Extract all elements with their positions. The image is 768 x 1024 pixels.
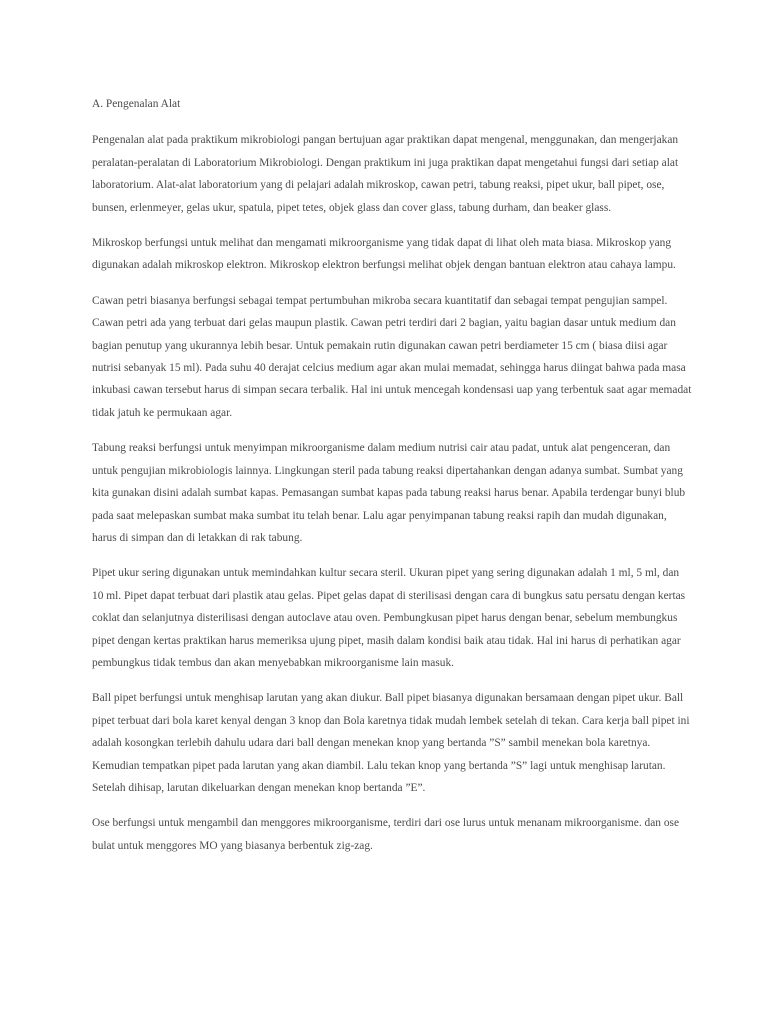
paragraph-introduction: Pengenalan alat pada praktikum mikrobiologi pangan bertujuan agar praktikan dapat mengenal, menggunakan, dan mengerjakan peralatan-peralatan di Laboratorium Mikrobiologi. Dengan praktikum ini juga praktikan dapat mengetahui fungsi dari setiap alat laboratorium. Alat-alat laboratorium yang di pelajari adalah mikroskop, cawan petri, tabung reaksi, pipet ukur, ball pipet, ose, bunsen, erlenmeyer, gelas ukur, spatula, pipet tetes, objek glass dan cover glass, tabung durham, dan beaker glass. [92,134,679,214]
paragraph-ball-pipet: Ball pipet berfungsi untuk menghisap larutan yang akan diukur. Ball pipet biasanya digunakan bersamaan dengan pipet ukur. Ball pipet terbuat dari bola karet kenyal dengan 3 knop dan Bola karetnya tidak mudah lembek setelah di tekan. Cara kerja ball pipet ini adalah kosongkan terlebih dahulu udara dari ball dengan menekan knop yang bertanda ”S” sambil menekan bola karetnya. Kemudian tempatkan pipet pada larutan yang akan diambil. Lalu tekan knop yang bertanda ”S” lagi untuk menghisap larutan. Setelah dihisap, larutan dikeluarkan dengan menekan knop bertanda ”E”. [92,692,690,794]
paragraph-cawan-petri: Cawan petri biasanya berfungsi sebagai tempat pertumbuhan mikroba secara kuantitatif dan sebagai tempat pengujian sampel. Cawan petri ada yang terbuat dari gelas maupun plastik. Cawan petri terdiri dari 2 bagian, yaitu bagian dasar untuk medium dan bagian penutup yang ukurannya lebih besar. Untuk pemakain rutin digunakan cawan petri berdiameter 15 cm ( biasa diisi agar nutrisi sebanyak 15 ml). Pada suhu 40 derajat celcius medium agar akan mulai memadat, sehingga harus diingat bahwa pada masa inkubasi cawan tersebut harus di simpan secara terbalik. Hal ini untuk mencegah kondensasi uap yang terbentuk saat agar memadat tidak jatuh ke permukaan agar. [92,294,692,419]
section-heading: A. Pengenalan Alat [92,98,181,110]
paragraph-pipet-ukur: Pipet ukur sering digunakan untuk memindahkan kultur secara steril. Ukuran pipet yang sering digunakan adalah 1 ml, 5 ml, dan 10 ml. Pipet dapat terbuat dari plastik atau gelas. Pipet gelas dapat di sterilisasi dengan cara di bungkus satu persatu dengan kertas coklat dan selanjutnya disterilisasi dengan autoclave atau oven. Pembungkusan pipet harus dengan benar, sebelum membungkus pipet dengan kertas praktikan harus memeriksa ujung pipet, masih dalam kondisi baik atau tidak. Hal ini harus di perhatikan agar pembungkus tidak tembus dan akan menyebabkan mikroorganisme lain masuk. [92,567,686,669]
document-body [92,93,692,870]
paragraph-tabung-reaksi: Tabung reaksi berfungsi untuk menyimpan mikroorganisme dalam medium nutrisi cair atau padat, untuk alat pengenceran, dan untuk pengujian mikrobiologis lainnya. Lingkungan steril pada tabung reaksi dipertahankan dengan adanya sumbat. Sumbat yang kita gunakan disini adalah sumbat kapas. Pemasangan sumbat kapas pada tabung reaksi harus benar. Apabila terdengar bunyi blub pada saat melepaskan sumbat maka sumbat itu telah benar. Lalu agar penyimpanan tabung reaksi rapih dan mudah digunakan, harus di simpan dan di letakkan di rak tabung. [92,442,686,544]
paragraph-ose: Ose berfungsi untuk mengambil dan menggores mikroorganisme, terdiri dari ose lurus untuk menanam mikroorganisme. dan ose bulat untuk menggores MO yang biasanya berbentuk zig-zag. [92,817,680,852]
paragraph-mikroskop: Mikroskop berfungsi untuk melihat dan mengamati mikroorganisme yang tidak dapat di lihat oleh mata biasa. Mikroskop yang digunakan adalah mikroskop elektron. Mikroskop elektron berfungsi melihat objek dengan bantuan elektron atau cahaya lampu. [92,237,676,272]
